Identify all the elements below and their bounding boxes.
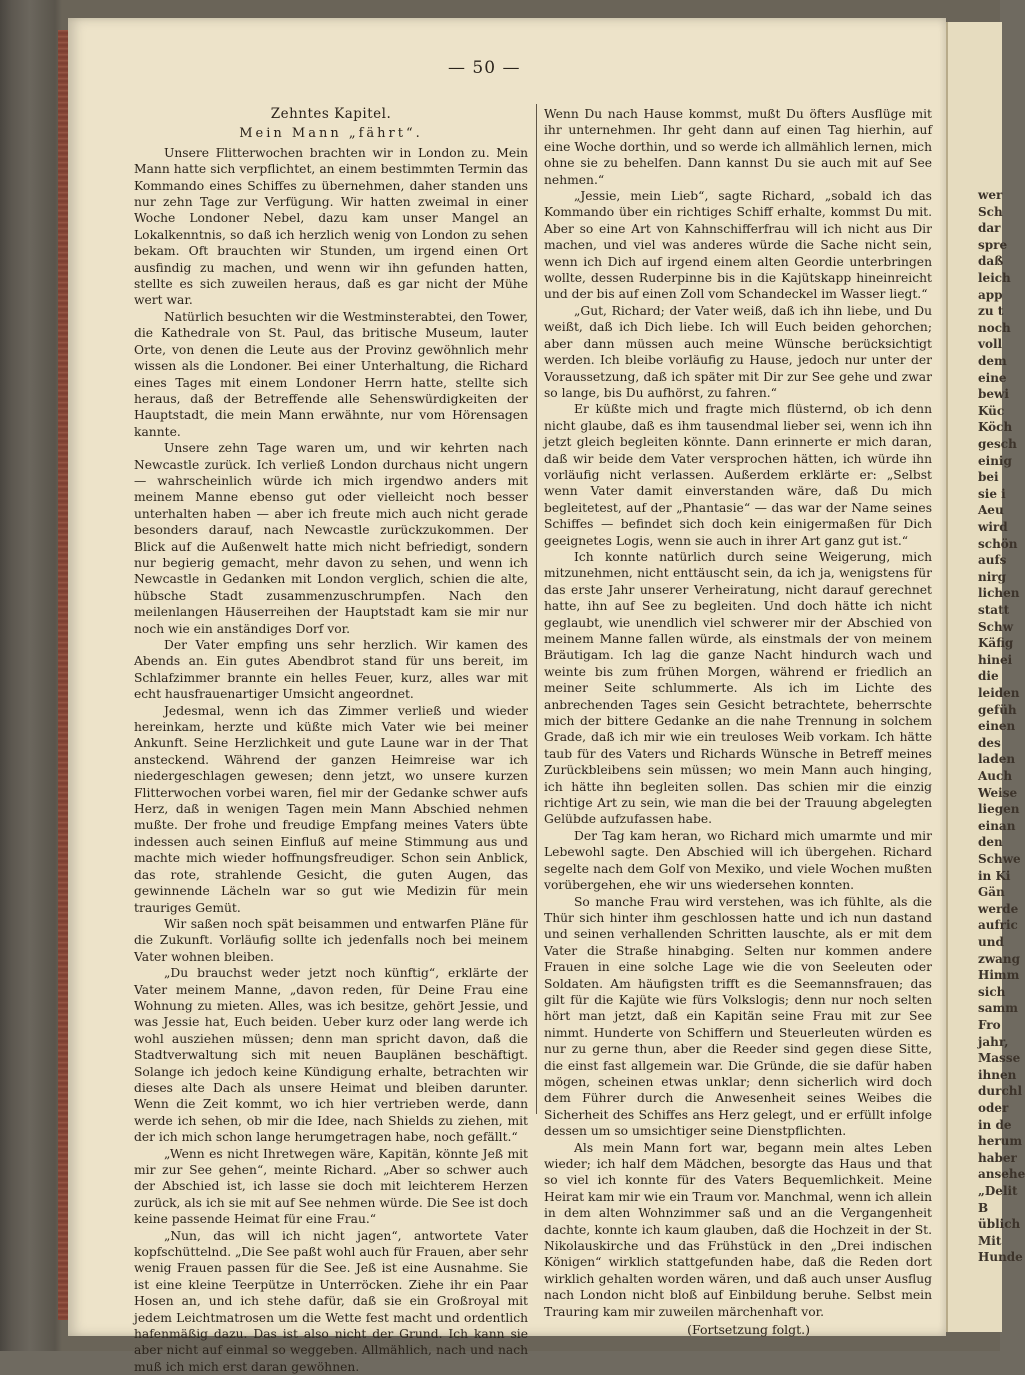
paragraph: Ich konnte natürlich durch seine Weigerung, mich mitzunehmen, nicht enttäuscht sein, da ich ja, wenigstens für das erste Jahr unserer Verheiratung, nicht darauf gerechnet hatte, ihn auf See zu begleiten. Und doch hätte ich nicht geglaubt, wie unendlich viel schwerer mir der Abschied von meinem Manne fallen würde, als einstmals der von meinem Bräutigam. Ich lag die ganze Nacht hindurch wach und weinte bis zum frühen Morgen, während er friedlich an meiner Seite schlummerte. Als ich im Lichte des anbrechenden Tages sein Gesicht betrachtete, beherrschte mich der bittere Gedanke an die nahe Trennung in solchem Grade, daß ich mir wie ein treuloses Weib vorkam. Ich hätte taub für des Vaters und Richards Wünsche in Betreff meines Zurückbleibens sein müssen; wo mein Mann auch hinging, ich hätte ihn begleiten sollen. Das schien mir die einzig richtige Art zu sein, wie man die bei der Trauung abgelegten Gelübde aufzufassen habe. <box>544 549 932 827</box>
facing-page-fragment: und <box>978 935 1004 949</box>
facing-page-edge <box>946 22 1025 1332</box>
facing-page-fragment: einig <box>978 453 1012 468</box>
facing-page-fragment: spre <box>978 237 1008 252</box>
facing-page-fragment: Küc <box>978 403 1005 418</box>
facing-page-fragment: gesch <box>978 437 1017 451</box>
facing-page-fragment: Fro <box>978 1018 1001 1032</box>
facing-page-fragment: in de <box>978 1117 1012 1132</box>
facing-page-fragment: Hunde <box>978 1250 1023 1265</box>
facing-page-fragment: haber <box>978 1150 1017 1165</box>
paragraph: „Nun, das will ich nicht jagen“, antwortete Vater kopfschüttelnd. „Die See paßt wohl auch für Frauen, aber sehr wenig Frauen passen für die See. Jeß ist eine Ausnahme. Sie ist eine kleine Teerpütze in Unterröcken. Ziehe ihr ein Paar Hosen an, und ich stehe dafür, daß sie ein Großroyal mit jedem Leichtmatrosen um die Wette fest macht und ordentlich hafenmäßig dazu. Das ist also nicht der Grund. Ich kann sie aber nicht auf einmal so weggeben. Allmählich, nach und nach muß ich mich erst daran gewöhnen. <box>134 1228 528 1374</box>
facing-page-fragment: aufs <box>978 553 1007 568</box>
paragraph: Unsere Flitterwochen brachten wir in London zu. Mein Mann hatte sich verpflichtet, an einem bestimmten Termin das Kommando eines Schiffes zu übernehmen, daher standen uns nur zehn Tage zur Verfügung. Wir hatten zweimal in einer Woche Londoner Nebel, dazu kam unser Mangel an Lokalkenntnis, so daß ich herzlich wenig von London zu sehen bekam. Oft brauchten wir Stunden, um irgend einen Ort ausfindig zu machen, und wenn wir ihn gefunden hatten, stellte es sich zuweilen heraus, daß es gar nicht der Mühe wert war. <box>134 145 528 308</box>
facing-page-fragment: werde <box>978 901 1019 916</box>
facing-page-fragment: Mit <box>978 1233 1002 1248</box>
facing-page-fragment: sich <box>978 984 1006 999</box>
facing-page-fragment: sie i <box>978 486 1006 501</box>
facing-page-fragment: Auch <box>978 769 1013 783</box>
facing-page-fragment: leich <box>978 271 1011 285</box>
facing-page-fragment: app <box>978 287 1003 302</box>
facing-page-fragment: bei <box>978 470 999 485</box>
facing-page-fragment: zwang <box>978 951 1021 966</box>
facing-page-fragment: eine <box>978 370 1007 385</box>
facing-page-fragment: wird <box>978 520 1008 534</box>
facing-page-fragment: jahr, <box>978 1034 1009 1049</box>
facing-page-fragment: nirg <box>978 569 1006 584</box>
facing-page-fragment: statt <box>978 603 1010 617</box>
left-text-column <box>134 106 528 1375</box>
facing-page-fragment: Sch <box>978 204 1003 219</box>
paragraph: Wenn Du nach Hause kommst, mußt Du öfters Ausflüge mit ihr unternehmen. Ihr geht dann auf einen Tag hierhin, auf eine Woche dorthin, und so werde ich allmählich lernen, mich ohne sie zu behelfen. Dann kannst Du sie auch mit auf See nehmen.“ <box>544 107 932 187</box>
page-number: — 50 — <box>448 58 521 78</box>
facing-page-fragment: daß <box>978 254 1004 269</box>
facing-page-fragment: „Delit <box>978 1184 1018 1198</box>
chapter-title: Mein Mann „fährt“. <box>239 126 423 142</box>
paragraph: Wir saßen noch spät beisammen und entwarfen Pläne für die Zukunft. Vorläufig sollte ich jedenfalls noch bei meinem Vater wohnen bleiben. <box>134 916 528 964</box>
facing-page-fragment: herum <box>978 1134 1023 1149</box>
facing-page-fragment: samm <box>978 1001 1018 1016</box>
facing-page-fragment: üblich <box>978 1217 1021 1232</box>
facing-page-fragment: leiden <box>978 686 1020 700</box>
facing-page-fragment: den <box>978 835 1003 850</box>
facing-page-fragment: aufric <box>978 918 1018 933</box>
paragraph: Der Tag kam heran, wo Richard mich umarmte und mir Lebewohl sagte. Den Abschied will ich übergehen. Richard segelte nach dem Golf von Mexiko, und viele Wochen mußten vorübergehen, ehe wir uns wiedersehen konnten. <box>544 828 932 893</box>
facing-page-fragment: einan <box>978 818 1016 833</box>
facing-page-fragment: Gän <box>978 885 1005 900</box>
facing-page-fragment: noch <box>978 320 1011 335</box>
paragraph: Unsere zehn Tage waren um, und wir kehrten nach Newcastle zurück. Ich verließ London durchaus nicht ungern — wahrscheinlich würde ich mich irgendwo anders mit meinem Manne ebenso gut oder vielleicht noch besser unterhalten haben — aber ich freute mich auch nicht gerade besonders darauf, nach Newcastle zurückzukommen. Der Blick auf die Außenwelt hatte mich nicht befriedigt, sondern nur begierig gemacht, mehr davon zu sehen, und wenn ich Newcastle in Gedanken mit London verglich, schien die alte, hübsche Stadt zusammenzuschrumpfen. Nach den meilenlangen Häuserreihen der Hauptstadt kam sie mir nur noch wie ein anständiges Dorf vor. <box>134 441 528 636</box>
facing-page-fragment: Schw <box>978 619 1014 634</box>
paragraph: „Wenn es nicht Ihretwegen wäre, Kapitän, könnte Jeß mit mir zur See gehen“, meinte Richard. „Aber so schwer auch der Abschied ist, ich lasse sie doch mit leichterem Herzen zurück, als ich sie mit auf See nehmen würde. Die See ist doch keine passende Heimat für eine Frau.“ <box>134 1146 528 1227</box>
continued-label: (Fortsetzung folgt.) <box>687 1322 810 1338</box>
paragraph: Der Vater empfing uns sehr herzlich. Wir kamen des Abends an. Ein gutes Abendbrot stand für uns bereit, im Schlafzimmer brannte ein helles Feuer, kurz, alles war mit echt hausfrauenartiger Umsicht angeordnet. <box>134 638 528 702</box>
facing-page-fragment: gefüh <box>978 702 1017 717</box>
facing-page-fragment: Himm <box>978 968 1020 983</box>
facing-page-fragment: bewi <box>978 387 1009 402</box>
facing-page-fragment: Aeu <box>978 503 1004 518</box>
right-text-column <box>544 106 932 1351</box>
facing-page-fragment: ihnen <box>978 1067 1017 1082</box>
facing-page-fragment: voll <box>978 337 1003 352</box>
facing-page-fragment: dem <box>978 354 1007 368</box>
paragraph: „Du brauchst weder jetzt noch künftig“, erklärte der Vater meinem Manne, „davon reden, für Deine Frau eine Wohnung zu mieten. Alles, was ich besitze, gehört Jessie, und was Jessie hat, Euch beiden. Ueber kurz oder lang werde ich wohl ausziehen müssen; denn man spricht davon, daß die Stadtverwaltung sich mit neuen Bauplänen beschäftigt. Solange ich jedoch keine Kündigung erhalte, betrachten wir dieses alte Dach als unsere Heimat und bleiben darunter. Wenn die Zeit kommt, wo ich hier vertrieben werde, dann werde ich sehen, ob mir die Idee, nach Shields zu ziehen, mit der ich mich schon lange herumgetragen habe, noch gefällt.“ <box>134 966 528 1145</box>
facing-page-fragment: die <box>978 669 999 684</box>
paragraph: So manche Frau wird verstehen, was ich fühlte, als die Thür sich hinter ihm geschlossen hatte und ich nun dastand und seinen verhallenden Schritten lauschte, als er mit dem Vater die Straße hinabging. Selten nur kommen andere Frauen in eine solche Lage wie die von Seeleuten oder Soldaten. Am häufigsten trifft es die Seemannsfrauen; das gilt für die Kajüte wie fürs Volkslogis; denn nur noch selten hört man jetzt, daß ein Kapitän seine Frau mit zur See nimmt. Hunderte von Schiffern und Steuerleuten würden es nur zu gerne thun, aber die Reeder sind gegen diese Sitte, die einst fast allgemein war. Die Gründe, die sie dafür haben mögen, scheinen etwas unklar; denn sicherlich wird doch dem Führer durch die Anwesenheit seines Weibes die Sicherheit des Schiffes ans Herz gelegt, und er erfüllt infolge dessen um so umsichtiger seine Dienstpflichten. <box>544 894 932 1139</box>
paragraph: Natürlich besuchten wir die Westminsterabtei, den Tower, die Kathedrale von St. Paul, das britische Museum, lauter Orte, von denen die Leute aus der Provinz gewöhnlich mehr wissen als die Londoner. Bei einer Unterhaltung, die Richard eines Tages mit einem Londoner Herrn hatte, stellte sich heraus, daß der Betreffende alle Sehenswürdigkeiten der Hauptstadt, die mein Mann erwähnte, nur vom Hörensagen kannte. <box>134 309 529 439</box>
paragraph: Als mein Mann fort war, begann mein altes Leben wieder; ich half dem Mädchen, besorgte das Haus und that so viel ich konnte für des Vaters Bequemlichkeit. Meine Heirat kam mir wie ein Traum vor. Manchmal, wenn ich allein in dem alten Wohnzimmer saß und an die Vergangenheit dachte, konnte ich kaum glauben, daß die Hochzeit in der St. Nikolauskirche und das Frühstück in den „Drei indischen Königen“ wirklich stattgefunden habe, daß die Reden dort wirklich gehalten worden wären, und daß auch unser Ausflug nach London nicht bloß auf Einbildung beruhe. Selbst mein Trauring kam mir zuweilen märchenhaft vor. <box>544 1140 932 1319</box>
facing-page-fragment: liegen <box>978 802 1020 817</box>
facing-page-fragment: lichen <box>978 586 1020 601</box>
facing-page-fragment: zu t <box>978 304 1004 319</box>
paragraph: Er küßte mich und fragte mich flüsternd, ob ich denn nicht glaube, daß es ihm tausendmal lieber sei, wenn ich ihn jetzt gleich begleiten könnte. Dann erinnerte er mich daran, daß wir beide dem Vater versprochen hätten, ich würde ihn vorläufig nicht verlassen. Außerdem erklärte er: „Selbst wenn Vater damit einverstanden wäre, daß Du mich begleitetest, auf der „Phantasie“ — das war der Name seines Schiffes — befindet sich doch kein einigermaßen für Dich geeignetes Logis, wenn sie auch in ihrer Art ganz gut ist.“ <box>544 402 932 548</box>
facing-page-fragment: oder <box>978 1101 1009 1115</box>
facing-page-fragment: Käfig <box>978 636 1014 651</box>
facing-page-fragment: Masse <box>978 1051 1021 1066</box>
facing-page-fragment: hinei <box>978 652 1013 667</box>
paragraph: Jedesmal, wenn ich das Zimmer verließ und wieder hereinkam, herzte und küßte mich Vater wie bei meiner Ankunft. Seine Herzlichkeit und gute Laune war in der That ansteckend. Während der ganzen Heimreise war ich niedergeschlagen gewesen; denn jetzt, wo unsere kurzen Flitterwochen vorbei waren, fiel mir der Gedanke schwer aufs Herz, daß in wenigen Tagen mein Mann Abschied nehmen mußte. Der frohe und freudige Empfang meines Vaters übte indessen auch seinen Einfluß auf meine Stimmung aus und machte mich wieder hoffnungsfreudiger. Schon sein Anblick, das rote, strahlende Gesicht, die guten Augen, das gewinnende Lächeln war so gut wie Medizin für mein trauriges Gemüt. <box>134 703 528 915</box>
facing-page-fragment: schön <box>978 536 1018 551</box>
paragraph: „Jessie, mein Lieb“, sagte Richard, „sobald ich das Kommando über ein richtiges Schiff erhalte, kommst Du mit. Aber so eine Art von Kahnschifferfrau will ich nicht aus Dir machen, und viel was anderes würde die Sache nicht sein, wenn ich Dich auf irgend einem alten Geordie unterbringen wollte, dessen Ruderpinne bis in die Kajütskapp hineinreicht und der bis auf einen Zoll vom Schandeckel im Wasser liegt.“ <box>544 189 932 302</box>
facing-page-fragment: dar <box>978 221 1001 236</box>
facing-page-fragment: durchl <box>978 1084 1023 1099</box>
facing-page-fragment: Schwe <box>978 852 1021 866</box>
facing-page-fragment: des <box>978 735 1001 750</box>
facing-page-fragment: laden <box>978 752 1016 767</box>
facing-page-fragment: Köch <box>978 420 1013 435</box>
facing-page-fragment: Weise <box>978 785 1018 800</box>
facing-page-fragment: B <box>978 1200 989 1215</box>
facing-page-fragment: einen <box>978 719 1016 734</box>
column-divider <box>536 104 537 1114</box>
chapter-heading: Zehntes Kapitel. <box>270 106 392 122</box>
facing-page-fragment: in Ki <box>978 868 1011 883</box>
facing-page-fragment: wer <box>978 188 1003 202</box>
facing-page-fragment: ansehe <box>978 1167 1025 1182</box>
paragraph: „Gut, Richard; der Vater weiß, daß ich ihn liebe, und Du weißt, daß ich Dich liebe. Ich will Euch beiden gehorchen; aber dann müssen auch meine Wünsche berücksichtigt werden. Ich bleibe vorläufig zu Hause, jedoch nur unter der Voraussetzung, daß ich später mit Dir zur See gehe und zwar so lange, bis Du aufhörst, zu fahren.“ <box>544 303 932 400</box>
